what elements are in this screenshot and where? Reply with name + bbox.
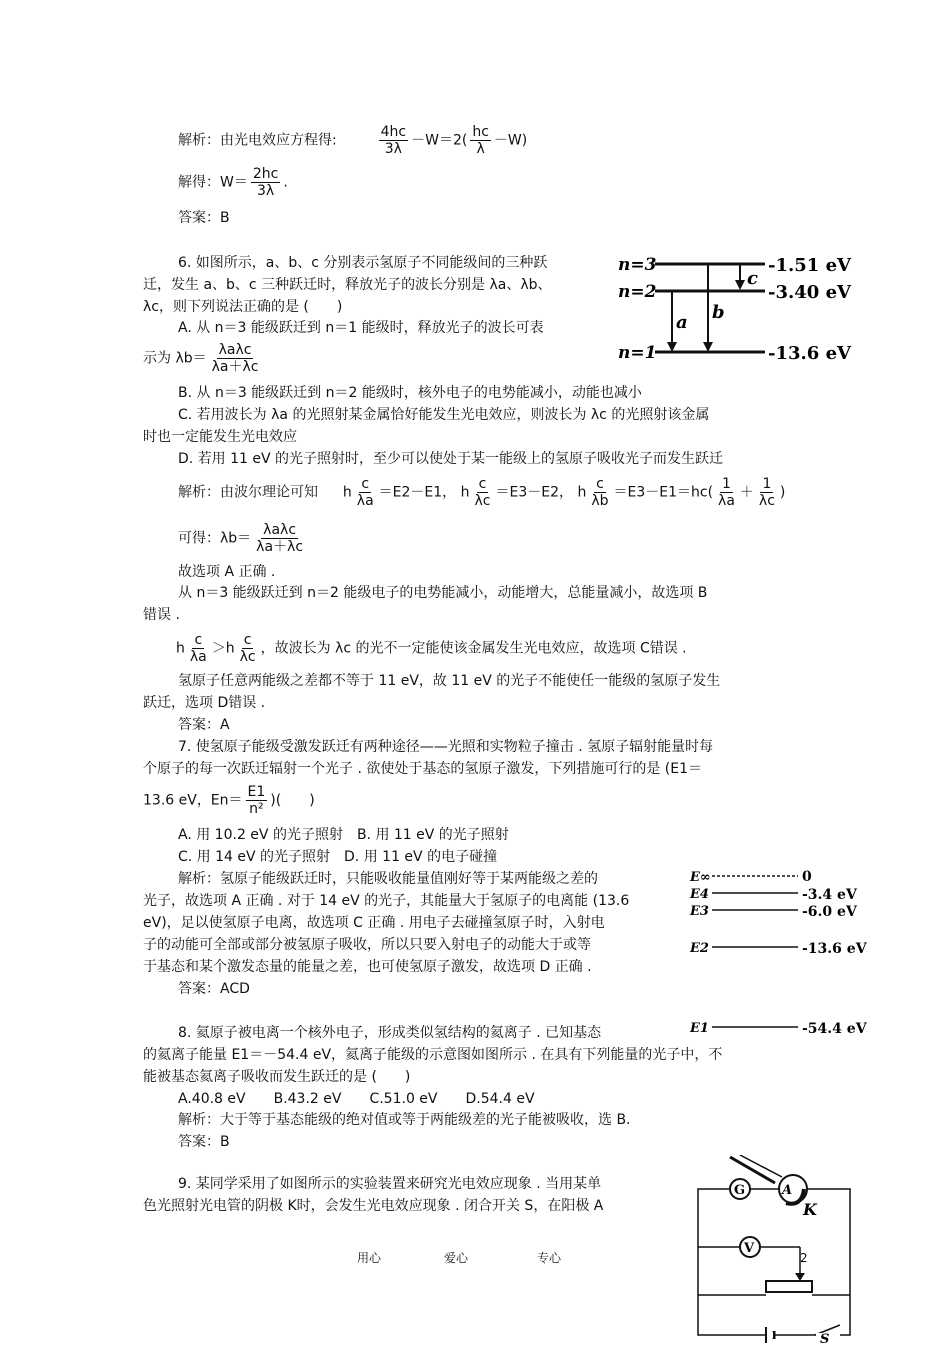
- q9-line2: 色光照射光电管的阴极 K时，会发生光电效应现象 . 闭合开关 S，在阳极 A: [143, 1198, 604, 1214]
- label: 解得：W＝: [178, 174, 248, 191]
- label-e3: E3: [690, 904, 709, 919]
- energy-n2: -3.40 eV: [768, 282, 851, 303]
- q8-options: A.40.8 eV B.43.2 eV C.51.0 eV D.54.4 eV: [178, 1091, 535, 1107]
- footer-motto-3: 专心: [537, 1251, 562, 1265]
- q6-conclusion-b: 从 n＝3 能级跃迁到 n＝2 能级电子的电势能减小，动能增大，总能量减小，故选项 B: [178, 585, 708, 601]
- wire-left: [698, 1189, 850, 1335]
- fraction: $\frac{c}{\lambda c}$: [239, 632, 256, 665]
- fraction: $\frac{\text{λaλc}}{\lambda a+\lambda c}$: [256, 522, 304, 555]
- q7-analysis-4: 子的动能可全部或部分被氢原子吸收，所以只要入射电子的动能大于或等: [143, 937, 591, 953]
- q7-options-cd: C. 用 14 eV 的光子照射 D. 用 11 eV 的电子碰撞: [178, 849, 498, 865]
- slider-arrow: [795, 1273, 805, 1281]
- q7-answer: 答案：ACD: [178, 981, 250, 997]
- fraction: $\frac{1}{\lambda c}$: [758, 476, 775, 509]
- q8-analysis: 解析：大于等于基态能级的绝对值或等于两能级差的光子能被吸收，选 B.: [178, 1112, 631, 1128]
- fraction: $\frac{\text{λaλc}}{\lambda a+\lambda c}$: [211, 342, 259, 375]
- label-n1: n=1: [618, 343, 657, 363]
- label-c: c: [747, 268, 758, 289]
- energy-n3: -1.51 eV: [768, 255, 851, 276]
- fraction: $\frac{hc}{\lambda}$: [472, 124, 489, 157]
- label-n3: n=3: [618, 255, 657, 275]
- label-e2: E2: [690, 941, 709, 956]
- label: 可得：λb＝: [178, 530, 252, 547]
- value-e2: -13.6 eV: [802, 941, 867, 957]
- fraction: $\frac{c}{\lambda a}$: [189, 632, 207, 665]
- fraction: $\frac{1}{\lambda a}$: [718, 476, 735, 509]
- label-b: b: [712, 302, 725, 323]
- fraction: $\frac{c}{\lambda b}$: [591, 476, 609, 509]
- label-einf: E∞: [690, 870, 711, 885]
- text: ＋: [739, 484, 754, 501]
- text: ，故波长为 λc 的光不一定能使该金属发生光电效应，故选项 C错误 .: [260, 640, 687, 657]
- q8-line1: 8. 氦原子被电离一个核外电子，形成类似氢结构的氦离子 . 已知基态: [178, 1025, 602, 1041]
- text: ＞h: [211, 640, 235, 657]
- fraction: $\frac{4hc}{3\lambda}$: [380, 124, 407, 157]
- q6-result: [178, 522, 308, 555]
- q6-option-b: B. 从 n＝3 能级跃迁到 n＝2 能级时，核外电子的电势能减小，动能也减小: [178, 385, 642, 401]
- label-v: V: [744, 1241, 755, 1256]
- q6-option-a-formula: [143, 342, 263, 375]
- analysis-line: [178, 124, 527, 157]
- text: －W＝2(: [411, 132, 468, 149]
- label-a: a: [676, 312, 688, 333]
- fraction: $\frac{c}{\lambda a}$: [356, 476, 374, 509]
- q6-line1: 6. 如图所示，a、b、c 分别表示氢原子不同能级间的三种跃: [178, 255, 548, 271]
- footer-motto-1: 用心: [357, 1251, 382, 1265]
- text: 13.6 eV，En＝: [143, 792, 243, 809]
- q6-option-c: C. 若用波长为 λa 的光照射某金属恰好能发生光电效应，则波长为 λc 的光照射该金属: [178, 407, 710, 423]
- label-e4: E4: [690, 887, 709, 902]
- rheostat: [766, 1281, 812, 1292]
- q7-analysis-5: 于基态和某个激发态量的能量之差，也可使氢原子激发，故选项 D 正确 .: [143, 959, 592, 975]
- footer-motto-2: 爱心: [444, 1251, 469, 1265]
- text: 示为 λb＝: [143, 350, 207, 367]
- text: h: [577, 484, 587, 501]
- q6-line3: λc，则下列说法正确的是 ( ): [143, 299, 343, 315]
- label-s: S: [820, 1332, 830, 1343]
- q6-option-d: D. 若用 11 eV 的光子照射时，至少可以使处于某一能级上的氢原子吸收光子而发生跃迁: [178, 451, 724, 467]
- label: 解析：由光电效应方程得:: [178, 132, 337, 149]
- q7-analysis-3: eV)，足以使氢原子电离，故选项 C 正确 . 用电子去碰撞氢原子时，入射电: [143, 915, 605, 931]
- answer: 答案：B: [178, 210, 230, 226]
- text: ＝E2－E1，: [378, 484, 457, 501]
- text: ): [779, 484, 786, 501]
- q7-analysis-2: 光子，故选项 A 正确 . 对于 14 eV 的光子，其能量大于氢原子的电离能 (13.6: [143, 893, 630, 909]
- value-inf: 0: [802, 869, 812, 885]
- q6-analysis: [178, 476, 785, 509]
- q6-answer: 答案：A: [178, 717, 230, 733]
- q6-conclusion-d: 氢原子任意两能级之差都不等于 11 eV，故 11 eV 的光子不能使任一能级的氢原子发生: [178, 673, 721, 689]
- q6-conclusion-d-cont: 跃迁，选项 D错误 .: [143, 695, 266, 711]
- energy-level-diagram-q6: [610, 250, 860, 365]
- arrowhead-c: [735, 280, 745, 290]
- text: h: [460, 484, 470, 501]
- q9-line1: 9. 某同学采用了如图所示的实验装置来研究光电效应现象 . 当用某单: [178, 1176, 602, 1192]
- value-e3: -6.0 eV: [802, 904, 857, 920]
- fraction: $\frac{E1}{\text{n²}}$: [247, 784, 266, 817]
- label-e1: E1: [690, 1021, 709, 1036]
- text: ＝E3－E2，: [495, 484, 573, 501]
- q7-line1: 7. 使氢原子能级受激发跃迁有两种途径——光照和实物粒子撞击 . 氢原子辐射能量时每: [178, 739, 714, 755]
- text: .: [283, 174, 288, 191]
- q7-line3: [143, 784, 315, 817]
- helium-energy-diagram: [688, 866, 868, 1036]
- label-g: G: [734, 1183, 746, 1198]
- text: ＝E3－E1＝hc(: [613, 484, 714, 501]
- q7-line2: 个原子的每一次跃迁辐射一个光子 . 欲使处于基态的氢原子激发，下列措施可行的是 (E1＝: [143, 761, 703, 777]
- fraction: $\frac{c}{\lambda c}$: [474, 476, 491, 509]
- page-number: 2: [800, 1251, 808, 1265]
- energy-n1: -13.6 eV: [768, 343, 851, 364]
- q7-options-ab: A. 用 10.2 eV 的光子照射 B. 用 11 eV 的光子照射: [178, 827, 509, 843]
- label-n2: n=2: [618, 282, 657, 302]
- q6-conclusion-b-cont: 错误 .: [143, 607, 180, 623]
- text: －W): [493, 132, 528, 149]
- value-e4: -3.4 eV: [802, 887, 857, 903]
- label: 解析：由波尔理论可知: [178, 484, 318, 501]
- q8-answer: 答案：B: [178, 1134, 230, 1150]
- label-k: K: [803, 1200, 817, 1219]
- q6-conclusion-c: [176, 632, 687, 665]
- photoelectric-circuit: [690, 1155, 865, 1343]
- q8-line3: 能被基态氦离子吸收而发生跃迁的是 ( ): [143, 1069, 411, 1085]
- solve-line: [178, 166, 288, 199]
- q6-line2: 迁，发生 a、b、c 三种跃迁时，释放光子的波长分别是 λa、λb、: [143, 277, 552, 293]
- text: )( ): [270, 792, 315, 809]
- q6-option-c-cont: 时也一定能发生光电效应: [143, 429, 297, 445]
- text: h: [176, 640, 185, 657]
- q6-option-a: A. 从 n＝3 能级跃迁到 n＝1 能级时，释放光子的波长可表: [178, 320, 544, 336]
- value-e1: -54.4 eV: [802, 1021, 867, 1036]
- q8-line2: 的氦离子能量 E1＝－54.4 eV，氦离子能级的示意图如图所示 . 在具有下列能量的光子中，不: [143, 1047, 723, 1063]
- q6-conclusion-a: 故选项 A 正确 .: [178, 564, 276, 580]
- q7-analysis-1: 解析：氢原子能级跃迁时，只能吸收能量值刚好等于某两能级之差的: [178, 871, 598, 887]
- fraction: $\frac{2hc}{3\lambda}$: [252, 166, 279, 199]
- label-a: A: [782, 1183, 793, 1198]
- text: h: [342, 484, 352, 501]
